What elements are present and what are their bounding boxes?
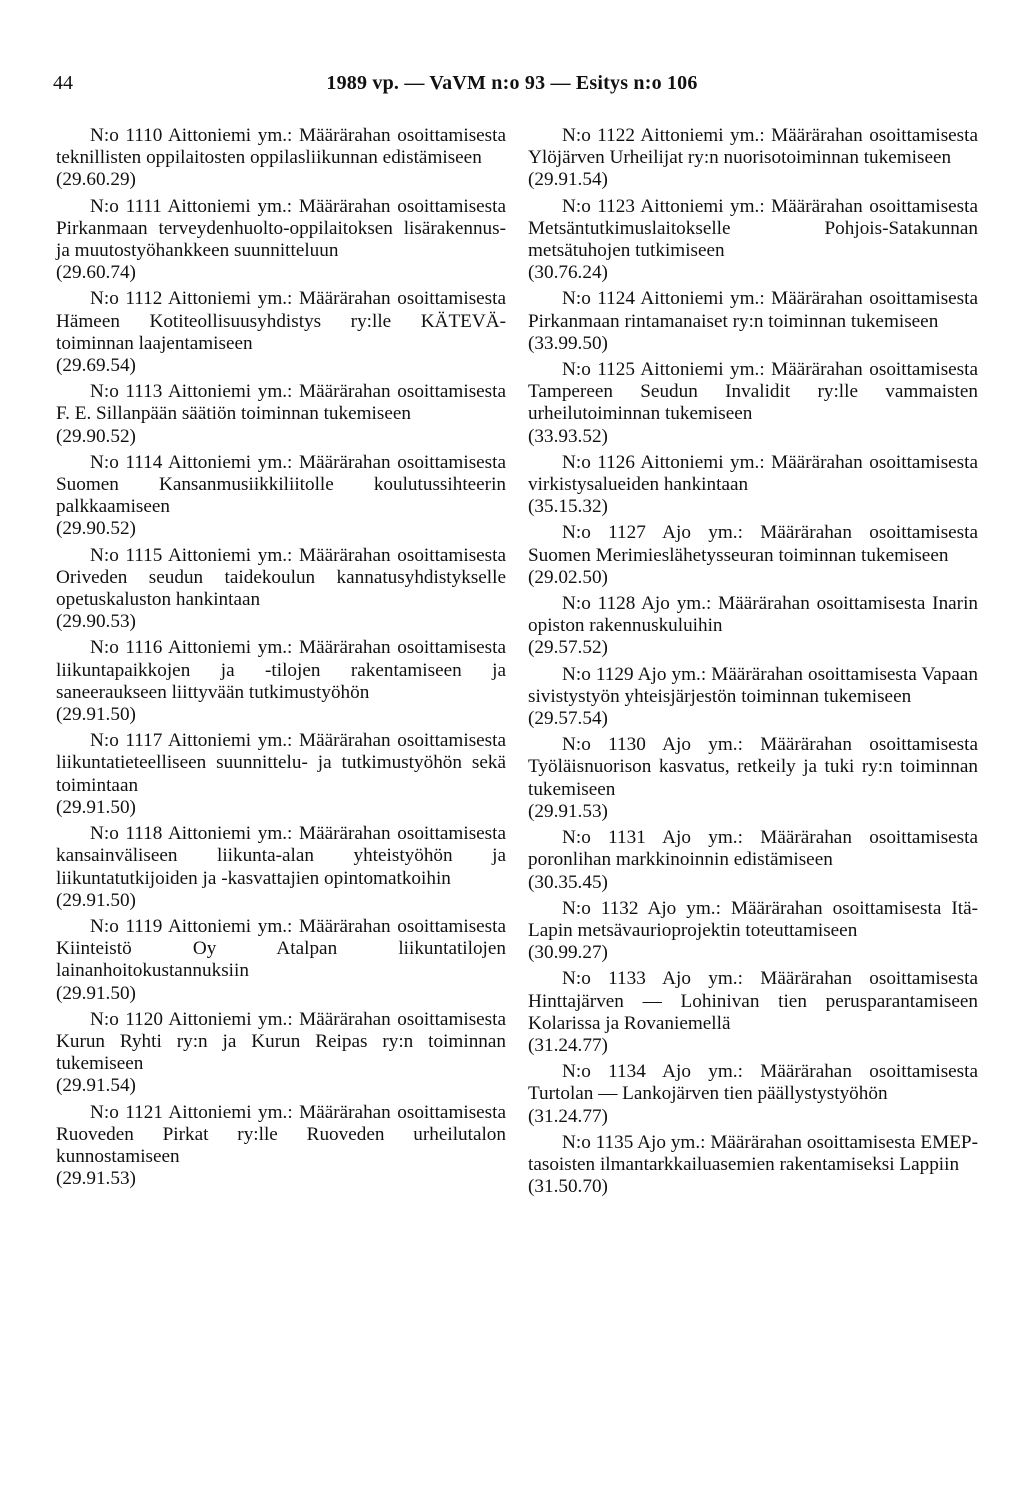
entry-text: N:o 1128 Ajo ym.: Määrärahan osoittamisesta Inarin opiston rakennuskuluihin <box>528 593 978 637</box>
budget-code: (29.69.54) <box>56 355 136 377</box>
list-item <box>56 730 506 819</box>
right-column <box>528 125 978 1202</box>
entry-text: N:o 1123 Aittoniemi ym.: Määrärahan osoittamisesta Metsäntutkimuslaitokselle Pohjois-Satakunnan metsätuhojen tutkimiseen <box>528 195 978 262</box>
entry-text: N:o 1126 Aittoniemi ym.: Määrärahan osoittamisesta virkistysalueiden hankintaan <box>528 451 978 496</box>
list-item <box>528 359 978 448</box>
list-item <box>528 452 978 519</box>
budget-code: (31.50.70) <box>528 1176 608 1198</box>
budget-code: (29.57.54) <box>528 708 608 730</box>
entry-text: N:o 1131 Ajo ym.: Määrärahan osoittamisesta poronlihan markkinoinnin edistämiseen <box>528 827 978 871</box>
budget-code: (33.99.50) <box>528 332 608 354</box>
entry-text: N:o 1130 Ajo ym.: Määrärahan osoittamisesta Työläisnuorison kasvatus, retkeily ja tuki ry:n toiminnan tukemiseen <box>528 734 978 800</box>
list-item <box>528 1061 978 1128</box>
budget-code: (29.60.74) <box>56 262 136 284</box>
entry-text: N:o 1125 Aittoniemi ym.: Määrärahan osoittamisesta Tampereen Seudun Invalidit ry:lle vammaisten urheilutoiminnan tukemiseen <box>528 359 978 425</box>
entry-text: N:o 1132 Ajo ym.: Määrärahan osoittamisesta Itä-Lapin metsävaurioprojektin toteuttamiseen <box>528 897 978 941</box>
list-item <box>528 664 978 731</box>
budget-code: (29.91.54) <box>56 1075 136 1097</box>
list-item <box>56 196 506 285</box>
left-column <box>56 125 506 1194</box>
entry-text: N:o 1113 Aittoniemi ym.: Määrärahan osoittamisesta F. E. Sillanpään säätiön toiminnan tukemiseen <box>56 381 506 425</box>
entry-text: N:o 1112 Aittoniemi ym.: Määrärahan osoittamisesta Hämeen Kotiteollisuusyhdistys ry:lle KÄTEVÄ-toiminnan laajentamiseen <box>56 288 506 354</box>
entry-text: N:o 1117 Aittoniemi ym.: Määrärahan osoittamisesta liikuntatieteelliseen suunnittelu- ja tutkimustyöhön sekä toimintaan <box>56 730 506 796</box>
budget-code: (29.91.50) <box>56 796 136 818</box>
entry-text: N:o 1129 Ajo ym.: Määrärahan osoittamisesta Vapaan sivistystyön yhteisjärjestön toiminnan tukemiseen <box>528 663 978 707</box>
entry-text: N:o 1134 Ajo ym.: Määrärahan osoittamisesta Turtolan — Lankojärven tien päällystystyöhön <box>528 1061 978 1105</box>
budget-code: (29.91.50) <box>56 704 136 726</box>
entry-text: N:o 1119 Aittoniemi ym.: Määrärahan osoittamisesta Kiinteistö Oy Atalpan liikuntatilojen lainanhoitokustannuksiin <box>56 915 506 982</box>
list-item <box>528 196 978 285</box>
entry-text: N:o 1122 Aittoniemi ym.: Määrärahan osoittamisesta Ylöjärven Urheilijat ry:n nuorisotoiminnan tukemiseen <box>528 125 978 169</box>
budget-code: (31.24.77) <box>528 1105 608 1127</box>
budget-code: (30.99.27) <box>528 942 608 964</box>
entry-text: N:o 1124 Aittoniemi ym.: Määrärahan osoittamisesta Pirkanmaan rintamanaiset ry:n toiminnan tukemiseen <box>528 288 978 332</box>
entry-text: N:o 1111 Aittoniemi ym.: Määrärahan osoittamisesta Pirkanmaan terveydenhuolto-oppilaitoksen lisärakennus- ja muutostyöhankkeen suunnitteluun <box>56 195 506 262</box>
list-item <box>528 125 978 192</box>
entry-text: N:o 1115 Aittoniemi ym.: Määrärahan osoittamisesta Oriveden seudun taidekoulun kannatusyhdistykselle opetuskaluston hankintaan <box>56 544 506 611</box>
list-item <box>56 1009 506 1098</box>
budget-code: (29.91.54) <box>528 169 608 191</box>
budget-code: (29.91.53) <box>56 1168 136 1190</box>
list-item <box>528 968 978 1057</box>
list-item <box>528 734 978 823</box>
budget-code: (29.91.50) <box>56 889 136 911</box>
budget-code: (35.15.32) <box>528 496 608 518</box>
entry-text: N:o 1116 Aittoniemi ym.: Määrärahan osoittamisesta liikuntapaikkojen ja -tilojen rakentamiseen ja saneeraukseen liittyvään tutkimustyöhön <box>56 637 506 703</box>
list-item <box>56 823 506 912</box>
list-item <box>528 827 978 894</box>
entry-text: N:o 1110 Aittoniemi ym.: Määrärahan osoittamisesta teknillisten oppilaitosten oppilasliikunnan edistämiseen <box>56 125 506 169</box>
entry-text: N:o 1133 Ajo ym.: Määrärahan osoittamisesta Hinttajärven — Lohinivan tien perusparantamiseen Kolarissa ja Rovaniemellä <box>528 968 978 1034</box>
entry-text: N:o 1120 Aittoniemi ym.: Määrärahan osoittamisesta Kurun Ryhti ry:n ja Kurun Reipas ry:n toiminnan tukemiseen <box>56 1008 506 1075</box>
list-item <box>528 1132 978 1199</box>
running-title: 1989 vp. — VaVM n:o 93 — Esitys n:o 106 <box>326 72 698 94</box>
budget-code: (29.91.53) <box>528 800 608 822</box>
budget-code: (29.90.53) <box>56 611 136 633</box>
budget-code: (29.57.52) <box>528 637 608 659</box>
budget-code: (30.35.45) <box>528 871 608 893</box>
list-item <box>56 545 506 634</box>
budget-code: (31.24.77) <box>528 1034 608 1056</box>
entry-text: N:o 1114 Aittoniemi ym.: Määrärahan osoittamisesta Suomen Kansanmusiikkiliitolle koulutussihteerin palkkaamiseen <box>56 451 506 518</box>
page-number: 44 <box>53 72 73 94</box>
list-item <box>528 522 978 589</box>
list-item <box>56 381 506 448</box>
list-item <box>56 452 506 541</box>
entry-text: N:o 1118 Aittoniemi ym.: Määrärahan osoittamisesta kansainväliseen liikunta-alan yhteistyöhön ja liikuntatutkijoiden ja -kasvattajien opintomatkoihin <box>56 823 506 889</box>
budget-code: (29.91.50) <box>56 982 136 1004</box>
budget-code: (29.02.50) <box>528 566 608 588</box>
entry-text: N:o 1121 Aittoniemi ym.: Määrärahan osoittamisesta Ruoveden Pirkat ry:lle Ruoveden urheilutalon kunnostamiseen <box>56 1101 506 1167</box>
list-item <box>528 898 978 965</box>
budget-code: (30.76.24) <box>528 262 608 284</box>
budget-code: (29.90.52) <box>56 425 136 447</box>
list-item <box>56 916 506 1005</box>
budget-code: (29.60.29) <box>56 169 136 191</box>
list-item <box>56 1102 506 1191</box>
list-item <box>56 637 506 726</box>
entry-text: N:o 1135 Ajo ym.: Määrärahan osoittamisesta EMEP-tasoisten ilmantarkkailuasemien rakentamiseksi Lappiin <box>528 1131 978 1175</box>
list-item <box>528 593 978 660</box>
budget-code: (29.90.52) <box>56 518 136 540</box>
budget-code: (33.93.52) <box>528 425 608 447</box>
entry-text: N:o 1127 Ajo ym.: Määrärahan osoittamisesta Suomen Merimieslähetysseuran toiminnan tukemiseen <box>528 522 978 566</box>
list-item <box>528 288 978 355</box>
list-item <box>56 288 506 377</box>
list-item <box>56 125 506 192</box>
